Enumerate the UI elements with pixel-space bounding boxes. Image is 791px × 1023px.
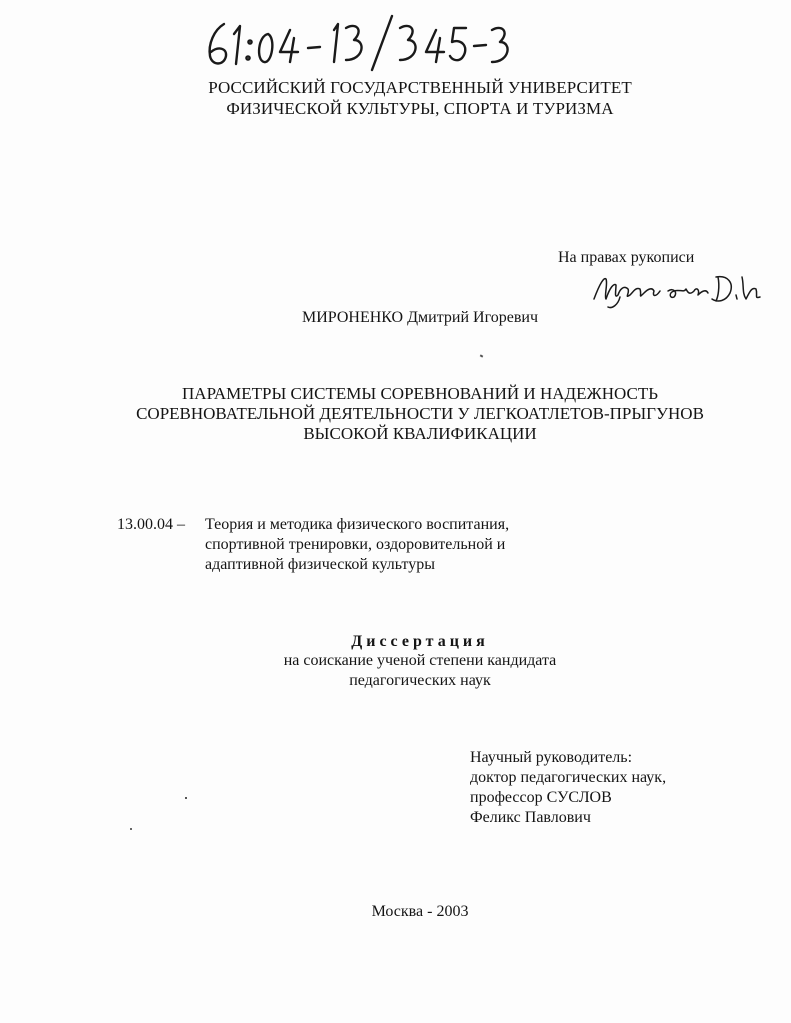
title-line-1: ПАРАМЕТРЫ СИСТЕМЫ СОРЕВНОВАНИЙ И НАДЕЖНОСТЬ: [182, 384, 658, 403]
author-signature: [590, 269, 765, 309]
university-name: [120, 77, 720, 119]
stamp-handwriting-icon: [196, 12, 516, 72]
purpose-line-2: педагогических наук: [349, 672, 491, 689]
specialty-line-2: спортивной тренировки, оздоровительной и: [205, 536, 506, 553]
university-line-1: РОССИЙСКИЙ ГОСУДАРСТВЕННЫЙ УНИВЕРСИТЕТ: [208, 78, 632, 97]
specialty-name: [205, 515, 585, 575]
title-line-3: ВЫСОКОЙ КВАЛИФИКАЦИИ: [303, 424, 537, 443]
purpose-line-1: на соискание ученой степени кандидата: [283, 652, 557, 669]
signature-icon: [590, 269, 765, 309]
specialty-line-3: адаптивной физической культуры: [205, 556, 435, 573]
dissertation-purpose: [220, 651, 620, 691]
specialty-line-1: Теория и методика физического воспитания,: [205, 516, 510, 533]
dissertation-title: [95, 384, 745, 444]
supervisor-line-2: доктор педагогических наук,: [470, 769, 667, 786]
handwritten-stamp: [196, 12, 516, 72]
supervisor-line-3: профессор СУСЛОВ: [470, 789, 612, 806]
scan-speck: [130, 828, 132, 830]
author-name: МИРОНЕНКО Дмитрий Игоревич: [301, 309, 539, 326]
supervisor-line-4: Феликс Павлович: [470, 809, 591, 826]
scan-speck: [185, 797, 187, 799]
title-line-2: СОРЕВНОВАТЕЛЬНОЙ ДЕЯТЕЛЬНОСТИ У ЛЕГКОАТЛЕТОВ-ПРЫГУНОВ: [136, 404, 704, 423]
supervisor-block: [470, 748, 666, 828]
scan-speck: [480, 354, 484, 357]
supervisor-line-1: Научный руководитель:: [470, 749, 633, 766]
city-year: Москва - 2003: [371, 903, 469, 920]
specialty-code: 13.00.04 –: [117, 516, 185, 533]
dissertation-heading: Диссертация: [351, 633, 489, 650]
manuscript-note: На правах рукописи: [558, 249, 695, 266]
university-line-2: ФИЗИЧЕСКОЙ КУЛЬТУРЫ, СПОРТА И ТУРИЗМА: [226, 99, 614, 118]
